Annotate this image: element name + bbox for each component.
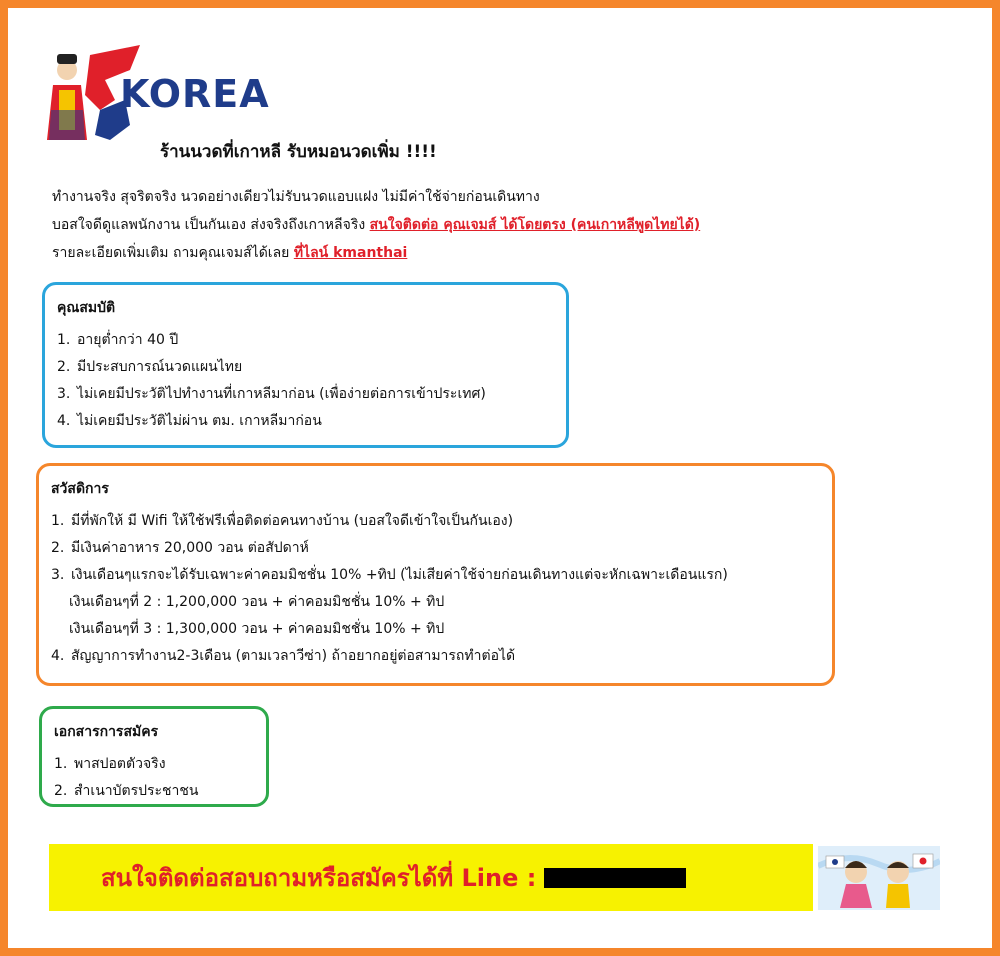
document-item: [54, 751, 252, 778]
contact-banner: [49, 844, 813, 911]
benefits-list: [51, 508, 818, 670]
qualifications-list: [57, 327, 552, 435]
qualification-item: [57, 381, 552, 408]
benefit-item: [51, 589, 818, 616]
intro-text: [52, 183, 700, 267]
qualification-item: [57, 327, 552, 354]
benefit-item-number: 4.: [51, 648, 65, 664]
benefit-item-number: 2.: [51, 540, 65, 556]
qualification-item-number: 3.: [57, 386, 71, 402]
document-item-text: สำเนาบัตรประชาชน: [74, 783, 199, 799]
intro-line-3: [52, 239, 700, 267]
benefit-item-text: มีที่พักให้ มี Wifi ให้ใช้ฟรีเพื่อติดต่อคนทางบ้าน (บอสใจดีเข้าใจเป็นกันเอง): [71, 513, 514, 529]
qualification-item: [57, 408, 552, 435]
benefits-box: [36, 463, 835, 686]
documents-box: [39, 706, 269, 807]
document-item: [54, 778, 252, 805]
banner-text: สนใจติดต่อสอบถามหรือสมัครได้ที่ Line :: [101, 864, 537, 892]
korean-kids-illustration: [818, 846, 940, 910]
page-headline: ร้านนวดที่เกาหลี รับหมอนวดเพิ่ม !!!!: [160, 142, 437, 162]
benefit-item-text: เงินเดือนๆที่ 2 : 1,200,000 วอน + ค่าคอมมิชชั่น 10% + ทิป: [69, 594, 445, 610]
benefit-item: [51, 508, 818, 535]
benefit-item-text: สัญญาการทำงาน2-3เดือน (ตามเวลาวีซ่า) ถ้าอยากอยู่ต่อสามารถทำต่อได้: [71, 648, 516, 664]
document-item-number: 2.: [54, 783, 68, 799]
benefit-item-text: เงินเดือนๆแรกจะได้รับเฉพาะค่าคอมมิชชั่น 10% +ทิป (ไม่เสียค่าใช้จ่ายก่อนเดินทางแต่จะหักเฉพาะเดือนแรก): [71, 567, 728, 583]
benefit-item: [51, 643, 818, 670]
qualification-item-number: 1.: [57, 332, 71, 348]
intro-line-3-text: รายละเอียดเพิ่มเติม ถามคุณเจมส์ได้เลย: [52, 245, 294, 261]
benefit-item: [51, 535, 818, 562]
qualification-item-text: มีประสบการณ์นวดแผนไทย: [77, 359, 243, 375]
benefit-item-text: มีเงินค่าอาหาร 20,000 วอน ต่อสัปดาห์: [71, 540, 309, 556]
intro-line-2-text: บอสใจดีดูแลพนักงาน เป็นกันเอง ส่งจริงถึงเกาหลีจริง: [52, 217, 370, 233]
qualifications-box: [42, 282, 569, 448]
line-id-link[interactable]: ที่ไลน์ kmanthai: [293, 245, 408, 261]
intro-line-2: [52, 211, 700, 239]
benefit-item-number: 1.: [51, 513, 65, 529]
documents-list: [54, 751, 252, 805]
intro-line-1: ทำงานจริง สุจริตจริง นวดอย่างเดียวไม่รับนวดแอบแฝง ไม่มีค่าใช้จ่ายก่อนเดินทาง: [52, 189, 540, 205]
qualification-item-number: 4.: [57, 413, 71, 429]
documents-title: เอกสารการสมัคร: [54, 724, 159, 740]
benefit-item: [51, 562, 818, 589]
qualification-item-text: ไม่เคยมีประวัติไม่ผ่าน ตม. เกาหลีมาก่อน: [77, 413, 322, 429]
benefit-item-text: เงินเดือนๆที่ 3 : 1,300,000 วอน + ค่าคอมมิชชั่น 10% + ทิป: [69, 621, 445, 637]
document-item-number: 1.: [54, 756, 68, 772]
document-item-text: พาสปอตตัวจริง: [74, 756, 166, 772]
logo-text: KOREA: [120, 72, 270, 116]
benefit-item-number: 3.: [51, 567, 65, 583]
qualification-item-text: อายุต่ำกว่า 40 ปี: [77, 332, 179, 348]
qualification-item-number: 2.: [57, 359, 71, 375]
contact-james-link[interactable]: สนใจติดต่อ คุณเจมส์ ได้โดยตรง (คนเกาหลีพูดไทยได้): [369, 217, 701, 233]
qualification-item: [57, 354, 552, 381]
qualifications-title: คุณสมบัติ: [57, 300, 116, 316]
redacted-line-id: [544, 868, 686, 888]
qualification-item-text: ไม่เคยมีประวัติไปทำงานที่เกาหลีมาก่อน (เพื่อง่ายต่อการเข้าประเทศ): [77, 386, 486, 402]
benefits-title: สวัสดิการ: [51, 481, 109, 497]
benefit-item: [51, 616, 818, 643]
